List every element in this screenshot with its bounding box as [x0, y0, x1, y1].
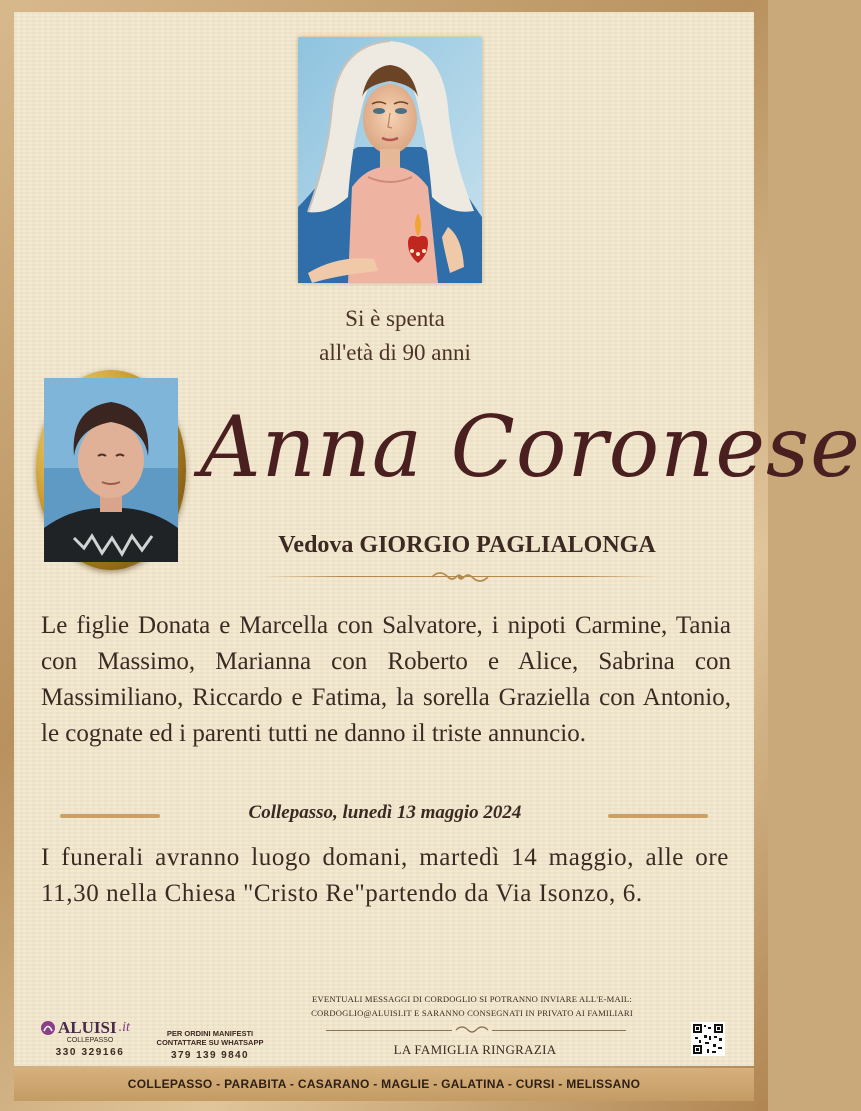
- order-line-2: CONTATTARE SU WHATSAPP: [156, 1038, 264, 1047]
- family-thanks: LA FAMIGLIA RINGRAZIA: [393, 1042, 557, 1057]
- order-line-1: PER ORDINI MANIFESTI: [166, 1029, 254, 1038]
- funeral-details: I funerali avranno luogo domani, martedì 14 maggio, alle ore 11,30 nella Chiesa "Cristo Re"partendo da Via Isonzo, 6.: [41, 844, 729, 907]
- ornament-scroll: [430, 569, 490, 585]
- condolence-line-2: CORDOGLIO@ALUISI.IT E SARANNO CONSEGNATI IN PRIVATO AI FAMILIARI: [311, 1008, 633, 1018]
- widow-line: Vedova GIORGIO PAGLIALONGA: [278, 532, 656, 558]
- order-info: [150, 1029, 270, 1061]
- announcement-line-2: all'età di 90 anni: [319, 340, 471, 365]
- towns-list: COLLEPASSO - PARABITA - CASARANO - MAGLIE - GALATINA - CURSI - MELISSANO: [127, 1077, 641, 1091]
- announcement-line-1: Si è spenta: [345, 306, 445, 331]
- ornament-scroll-small: [452, 1023, 492, 1037]
- condolence-info: [280, 992, 664, 1020]
- date-bar-right: [608, 814, 708, 818]
- towns-bar: [14, 1068, 754, 1101]
- date-line: Collepasso, lunedì 13 maggio 2024: [248, 802, 522, 823]
- announcement-message: Le figlie Donata e Marcella con Salvatore, i nipoti Carmine, Tania con Massimo, Marianna con Roberto e Alice, Sabrina con Massimiliano, Riccardo e Fatima, la sorella Graziella con Antonio, le cognate ed i parenti tutti ne danno il triste annuncio.: [41, 612, 731, 747]
- date-row: [60, 802, 710, 828]
- logo-location: COLLEPASSO: [66, 1037, 114, 1044]
- deceased-name: Anna Coronese: [200, 398, 861, 496]
- portrait-frame: [36, 370, 186, 570]
- logo-phone: 330 329166: [55, 1047, 125, 1058]
- madonna-image: [298, 37, 482, 283]
- aluisi-logo: [40, 1018, 140, 1058]
- order-phone: 379 139 9840: [171, 1050, 249, 1061]
- portrait-photo: [44, 378, 178, 562]
- aluisi-logo-icon: [40, 1020, 56, 1036]
- logo-suffix: .it: [118, 1020, 130, 1035]
- date-bar-left: [60, 814, 160, 818]
- qr-code-icon[interactable]: [691, 1022, 725, 1056]
- condolence-line-1: EVENTUALI MESSAGGI DI CORDOGLIO SI POTRANNO INVIARE ALL'E-MAIL:: [312, 994, 632, 1004]
- logo-name: ALUISI: [58, 1018, 117, 1037]
